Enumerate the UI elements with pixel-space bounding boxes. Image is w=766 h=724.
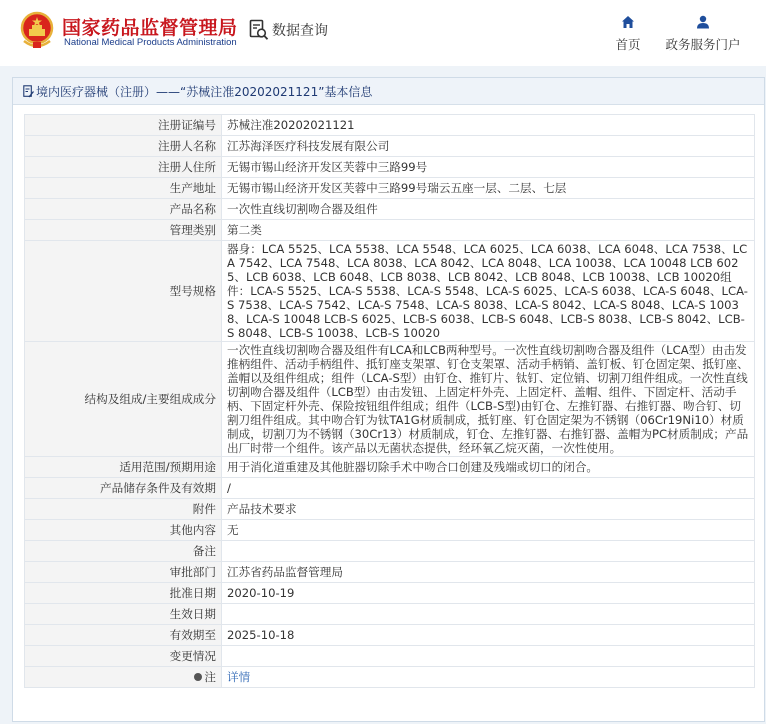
field-label: 产品储存条件及有效期 (25, 478, 222, 499)
note-icon (194, 673, 202, 681)
field-value: / (222, 478, 755, 499)
panel-title-text: 境内医疗器械（注册）——“苏械注准20202021121”基本信息 (36, 84, 373, 99)
field-label: 注册人住所 (25, 157, 222, 178)
table-row (25, 583, 755, 604)
table-row (25, 220, 755, 241)
field-value (222, 541, 755, 562)
table-row (25, 520, 755, 541)
agency-name-cn: 国家药品监督管理局 (62, 17, 238, 39)
table-row (25, 178, 755, 199)
field-label: 生产地址 (25, 178, 222, 199)
nav-home-label: 首页 (615, 37, 641, 52)
field-label: 产品名称 (25, 199, 222, 220)
detail-panel (12, 77, 765, 722)
table-row (25, 115, 755, 136)
table-row (25, 541, 755, 562)
table-row (25, 136, 755, 157)
panel-title (13, 78, 764, 105)
field-value: 第二类 (222, 220, 755, 241)
nav-service-portal[interactable] (662, 14, 744, 53)
field-value: 2020-10-19 (222, 583, 755, 604)
field-value: 一次性直线切割吻合器及组件 (222, 199, 755, 220)
field-label: 结构及组成/主要组成成分 (25, 342, 222, 457)
field-value: 用于消化道重建及其他脏器切除手术中吻合口创建及残端或切口的闭合。 (222, 457, 755, 478)
field-value: 产品技术要求 (222, 499, 755, 520)
field-value: 江苏省药品监督管理局 (222, 562, 755, 583)
field-label: 注册证编号 (25, 115, 222, 136)
device-info-table (24, 114, 755, 688)
table-row (25, 625, 755, 646)
field-label: 附件 (25, 499, 222, 520)
data-query-label: 数据查询 (272, 23, 328, 39)
table-row (25, 562, 755, 583)
table-row (25, 604, 755, 625)
field-label: 其他内容 (25, 520, 222, 541)
table-row (25, 478, 755, 499)
site-header (0, 0, 766, 66)
field-value (222, 646, 755, 667)
field-label: 批准日期 (25, 583, 222, 604)
table-row (25, 342, 755, 457)
field-label: 管理类别 (25, 220, 222, 241)
edit-document-icon (23, 85, 34, 98)
table-row (25, 199, 755, 220)
nav-home[interactable] (608, 14, 648, 53)
table-row (25, 457, 755, 478)
field-value (222, 604, 755, 625)
field-value: 无 (222, 520, 755, 541)
agency-name-en: National Medical Products Administration (64, 37, 237, 48)
field-value: 无锡市锡山经济开发区芙蓉中三路99号 (222, 157, 755, 178)
nav-service-label: 政务服务门户 (665, 37, 741, 52)
field-label: 注 (204, 670, 216, 684)
field-value: 江苏海泽医疗科技发展有限公司 (222, 136, 755, 157)
data-query-link[interactable] (249, 18, 328, 42)
field-label: 生效日期 (25, 604, 222, 625)
field-label: 适用范围/预期用途 (25, 457, 222, 478)
table-row (25, 646, 755, 667)
field-label: 注册人名称 (25, 136, 222, 157)
table-row (25, 667, 755, 688)
field-label: 变更情况 (25, 646, 222, 667)
table-row (25, 157, 755, 178)
field-label: 型号规格 (25, 241, 222, 342)
field-label: 审批部门 (25, 562, 222, 583)
field-label: 备注 (25, 541, 222, 562)
field-value: 一次性直线切割吻合器及组件有LCA和LCB两种型号。一次性直线切割吻合器及组件（LCA型）由击发推柄组件、活动手柄组件、抵钉座支架罩、钉仓支架罩、活动手柄销、盖钉板、钉仓固定架、抵钉座、盖帽以及组件组成；组件（LCA-S型）由钉仓、推钉片、钛钉、定位销、切割刀组件组成。一次性直线切割吻合器及组件（LCB型）由击发钮、上固定杆外壳、上固定杆、盖帽、组件、下固定杆、活动手柄、下固定杆外壳、保险按钮组件组成；组件（LCB-S型)由钉仓、左推钉器、右推钉器、吻合钉、切割刀组件组成。其中吻合钉为钛TA1G材质制成，抵钉座、钉仓固定架为不锈钢（06Cr19Ni10）材质制成，切割刀为不锈钢（30Cr13）材质制成，钉仓、左推钉器、右推钉器、盖帽为PC材质制成；产品出厂时带一个组件。该产品以无菌状态提供，经环氧乙烷灭菌，一次性使用。 (222, 342, 755, 457)
table-row (25, 241, 755, 342)
details-link[interactable]: 详情 (227, 670, 251, 684)
note-label (25, 667, 222, 688)
home-icon (621, 14, 635, 30)
user-icon (696, 14, 710, 30)
document-search-icon (249, 19, 269, 41)
field-value: 苏械注准20202021121 (222, 115, 755, 136)
field-value (222, 667, 755, 688)
national-emblem-icon (20, 11, 54, 49)
table-row (25, 499, 755, 520)
field-value: 无锡市锡山经济开发区芙蓉中三路99号瑞云五座一层、二层、七层 (222, 178, 755, 199)
field-value: 2025-10-18 (222, 625, 755, 646)
field-value: 器身：LCA 5525、LCA 5538、LCA 5548、LCA 6025、LCA 6038、LCA 6048、LCA 7538、LCA 7542、LCA 7548、LCA 8038、LCA 8042、LCA 8048、LCA 10038、LCA 10048 LCB 6025、LCB 6038、LCB 6048、LCB 8038、LCB 8042、LCB 8048、LCB 10038、LCB 10020组件：LCA-S 5525、LCA-S 5538、LCA-S 5548、LCA-S 6025、LCA-S 6038、LCA-S 6048、LCA-S 7538、LCA-S 7542、LCA-S 7548、LCA-S 8038、LCA-S 8042、LCA-S 8048、LCA-S 10038、LCA-S 10048 LCB-S 6025、LCB-S 6038、LCB-S 6048、LCB-S 8038、LCB-S 8042、LCB-S 8048、LCB-S 10038、LCB-S 10020 (222, 241, 755, 342)
field-label: 有效期至 (25, 625, 222, 646)
